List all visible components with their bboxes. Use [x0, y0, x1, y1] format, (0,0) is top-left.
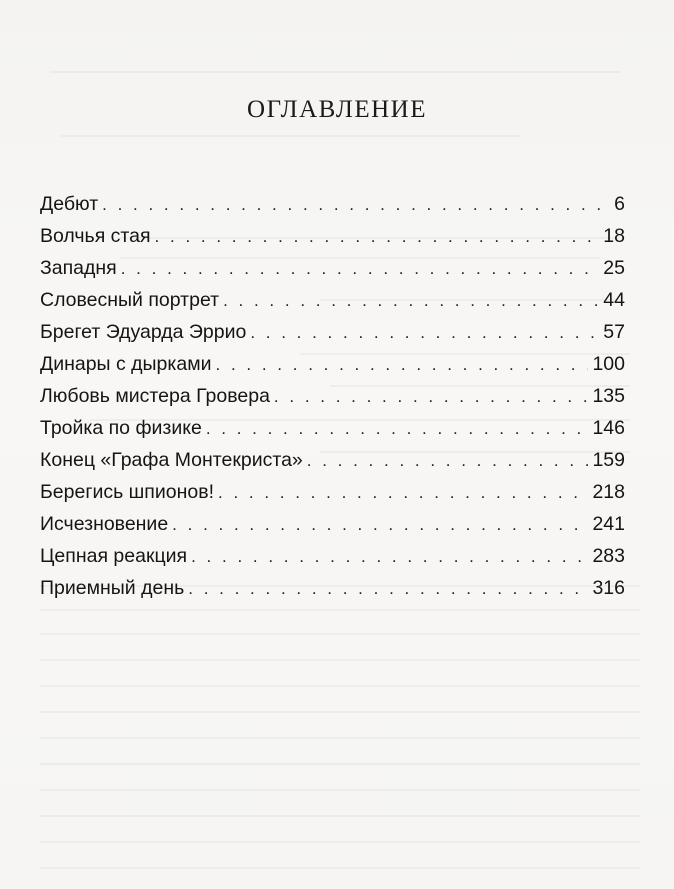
toc-entry-page: 135 [592, 385, 625, 407]
toc-entry [40, 476, 625, 508]
toc-entry-page: 283 [592, 545, 625, 567]
toc-entry-page: 57 [603, 321, 625, 343]
toc-entry-title: Волчья стая [40, 225, 151, 247]
toc-entry [40, 540, 625, 572]
toc-entry-page: 25 [603, 257, 625, 279]
toc-dot-leader [216, 349, 589, 381]
toc-dot-leader [307, 445, 589, 477]
toc-entry-page: 100 [592, 353, 625, 375]
toc-dot-leader [121, 253, 600, 285]
toc-entry-title: Тройка по физике [40, 417, 202, 439]
toc-entry-title: Конец «Графа Монтекриста» [40, 449, 303, 471]
toc-entry [40, 252, 625, 284]
toc-dot-leader [172, 509, 588, 541]
toc-entry-title: Приемный день [40, 577, 185, 599]
toc-dot-leader [206, 413, 589, 445]
toc-dot-leader [188, 573, 588, 605]
toc-entry-title: Исчезновение [40, 513, 169, 535]
toc-entry-title: Словесный портрет [40, 289, 220, 311]
toc-dot-leader [191, 541, 588, 573]
toc-entry-page: 316 [592, 577, 625, 599]
toc-entry-title: Брегет Эдуарда Эррио [40, 321, 247, 343]
toc-entry [40, 380, 625, 412]
toc-entry-page: 6 [614, 193, 625, 215]
toc-entry [40, 284, 625, 316]
toc-entry [40, 572, 625, 604]
toc-entry [40, 316, 625, 348]
table-of-contents [40, 188, 625, 604]
toc-entry-title: Динары с дырками [40, 353, 212, 375]
toc-entry-title: Цепная реакция [40, 545, 188, 567]
toc-entry [40, 348, 625, 380]
toc-dot-leader [218, 477, 588, 509]
toc-entry-page: 241 [592, 513, 625, 535]
toc-dot-leader [102, 189, 610, 221]
toc-entry-title: Любовь мистера Гровера [40, 385, 270, 407]
toc-entry-title: Дебют [40, 193, 99, 215]
toc-entry [40, 188, 625, 220]
toc-entry-page: 44 [603, 289, 625, 311]
toc-dot-leader [274, 381, 589, 413]
toc-entry-page: 18 [603, 225, 625, 247]
toc-entry-page: 146 [592, 417, 625, 439]
toc-dot-leader [155, 221, 600, 253]
toc-entry [40, 444, 625, 476]
toc-entry-page: 159 [592, 449, 625, 471]
toc-entry-page: 218 [592, 481, 625, 503]
toc-entry [40, 220, 625, 252]
toc-entry [40, 508, 625, 540]
toc-entry [40, 412, 625, 444]
toc-entry-title: Берегись шпионов! [40, 481, 214, 503]
toc-dot-leader [223, 285, 599, 317]
toc-dot-leader [250, 317, 599, 349]
page-title: ОГЛАВЛЕНИЕ [247, 96, 427, 123]
toc-entry-title: Западня [40, 257, 117, 279]
